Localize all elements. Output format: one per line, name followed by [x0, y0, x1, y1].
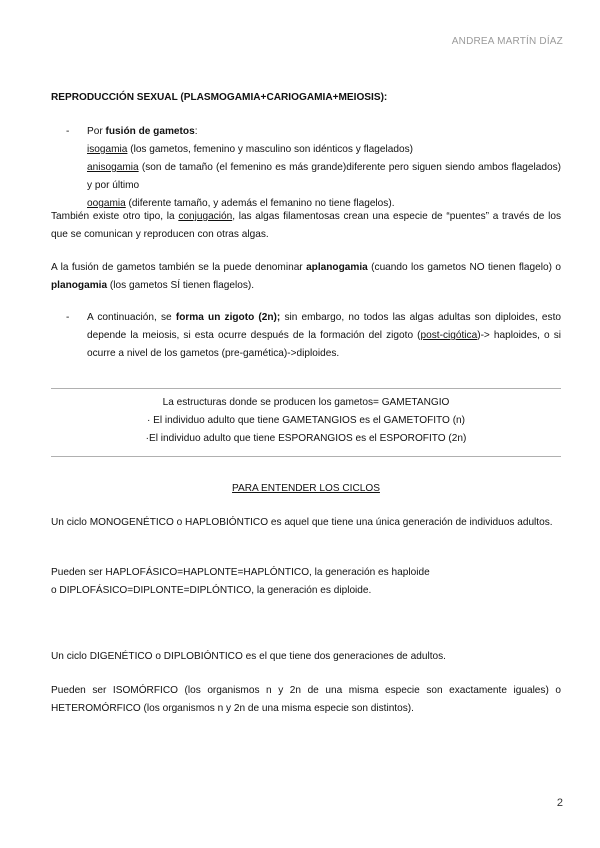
zigoto-bold: forma un zigoto (2n);	[175, 312, 281, 323]
aplanogamia-term: aplanogamia	[306, 262, 368, 273]
paragraph-haplofasico	[51, 564, 561, 600]
conj-pre: También existe otro tipo, la	[51, 211, 179, 222]
zigoto-mid: sin embargo, no todos las algas adultas son diploides, esto depende la meiosis, si esta ocurre después de la formación del zigoto (	[87, 312, 561, 341]
conjugacion-term: conjugación	[178, 211, 233, 222]
box-line-2: · El individuo adulto que tiene GAMETANGIOS es el GAMETOFITO (n)	[146, 415, 466, 426]
section-title-reproduccion: REPRODUCCIÓN SEXUAL (PLASMOGAMIA+CARIOGAMIA+MEIOSIS):	[51, 92, 388, 103]
gametangio-box	[51, 394, 561, 448]
divider-bottom	[51, 456, 561, 457]
bullet-dash-1: -	[66, 126, 70, 137]
paragraph-aplanogamia	[51, 259, 561, 295]
conj-post: , las algas filamentosas crean una especie de “puentes” a través de los que se comunican y reproducen con otras algas.	[51, 211, 562, 240]
anisogamia-line	[87, 159, 561, 195]
paragraph-monogenetico: Un ciclo MONOGENÉTICO o HAPLOBIÓNTICO es aquel que tiene una única generación de individuos adultos.	[51, 517, 553, 528]
planogamia-term: planogamia	[51, 280, 108, 291]
bullet-zigoto	[87, 309, 561, 363]
paragraph-isomorfico: Pueden ser ISOMÓRFICO (los organismos n y 2n de una misma especie son exactamente iguales) o HETEROMÓRFICO (los organismos n y 2n de una misma especie son distintos).	[51, 685, 561, 714]
isogamia-term: isogamia	[87, 144, 128, 155]
bullet1-lead-bold: fusión de gametos	[105, 126, 195, 137]
bullet1-lead	[87, 123, 561, 141]
section-title-ciclos-wrap	[51, 480, 561, 498]
header-author: ANDREA MARTÍN DÍAZ	[451, 36, 563, 47]
fusion-mid: (cuando los gametos NO tienen flagelo) o	[367, 262, 561, 273]
page-number: 2	[556, 797, 563, 809]
bullet-fusion-gametos	[87, 123, 561, 213]
haplofasico-line-1: Pueden ser HAPLOFÁSICO=HAPLONTE=HAPLÓNTICO, la generación es haploide	[51, 567, 430, 578]
oogamia-term: oogamia	[87, 198, 126, 209]
anisogamia-term: anisogamia	[87, 162, 139, 173]
fusion-pre: A la fusión de gametos también se la puede denominar	[51, 262, 307, 273]
oogamia-text: (diferente tamaño, y además el femanino no tiene flagelos).	[125, 198, 395, 209]
zigoto-post: )-> haploides, o si ocurre a nivel de los gametos (pre-gamética)->diploides.	[87, 330, 562, 359]
box-line-3: ·El individuo adulto que tiene ESPORANGIOS es el ESPOROFITO (2n)	[145, 433, 467, 444]
divider-top	[51, 388, 561, 389]
paragraph-digenetico: Un ciclo DIGENÉTICO o DIPLOBIÓNTICO es el que tiene dos generaciones de adultos.	[51, 651, 446, 662]
bullet1-lead-pre: Por	[87, 126, 106, 137]
fusion-post: (los gametos SÍ tienen flagelos).	[107, 280, 255, 291]
section-title-ciclos: PARA ENTENDER LOS CICLOS	[232, 483, 380, 494]
post-cigotica-term: post-cigótica	[420, 330, 478, 341]
box-line-1: La estructuras donde se producen los gametos= GAMETANGIO	[162, 397, 450, 408]
haplofasico-line-2: o DIPLOFÁSICO=DIPLONTE=DIPLÓNTICO, la generación es diploide.	[51, 585, 372, 596]
paragraph-conjugacion	[51, 208, 561, 244]
isogamia-text: (los gametos, femenino y masculino son idénticos y flagelados)	[127, 144, 413, 155]
anisogamia-text: (son de tamaño (el femenino es más grande)diferente pero siguen siendo ambos flagelados) y por último	[87, 162, 561, 191]
zigoto-pre: A continuación, se	[87, 312, 176, 323]
bullet1-lead-post: :	[194, 126, 198, 137]
isogamia-line	[87, 141, 561, 159]
bullet-dash-2: -	[66, 312, 70, 323]
